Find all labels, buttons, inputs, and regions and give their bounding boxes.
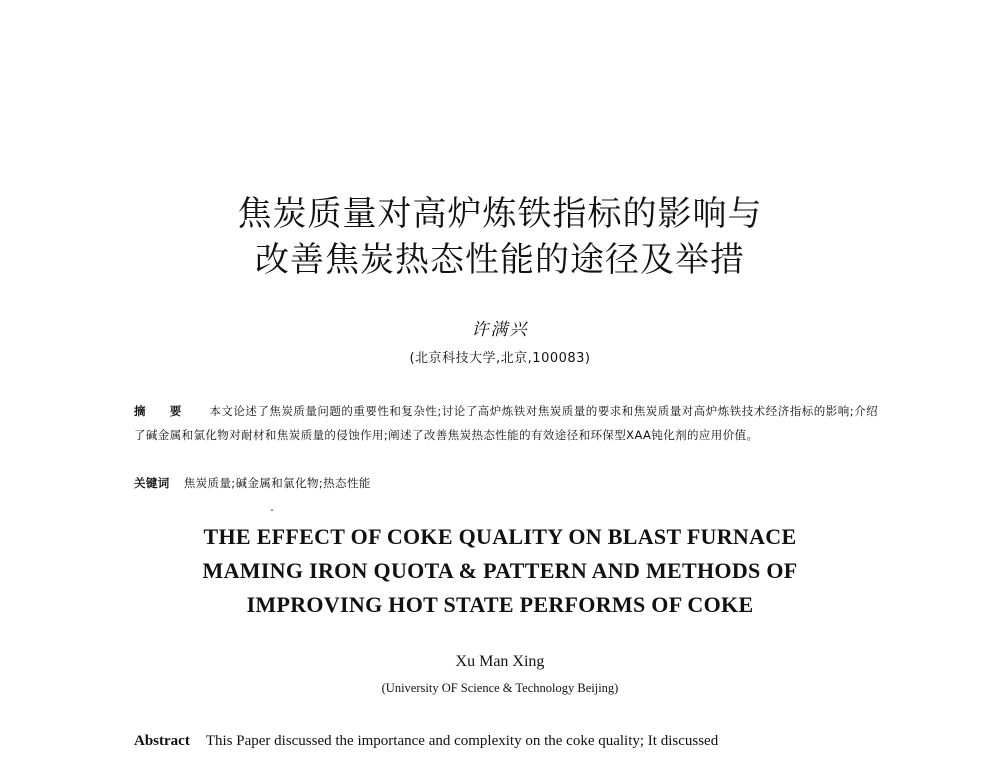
chinese-abstract-text: 本文论述了焦炭质量问题的重要性和复杂性;讨论了高炉炼铁对焦炭质量的要求和焦炭质量对高炉炼铁技术经济指标的影响;介绍了碱金属和氯化物对耐材和焦炭质量的侵蚀作用;阐述了改善焦炭热态性能的有效途径和环保型XAA钝化剂的应用价值。	[134, 404, 878, 442]
chinese-keywords-text: 焦炭质量;碱金属和氯化物;热态性能	[183, 476, 371, 490]
chinese-title-line-2: 改善焦炭热态性能的途径及举措	[255, 240, 745, 280]
chinese-title-line-1: 焦炭质量对高炉炼铁指标的影响与	[237, 194, 763, 234]
english-author: Xu Man Xing	[455, 653, 545, 670]
english-abstract-text: This Paper discussed the importance and complexity on the coke quality; It discussed	[205, 733, 719, 749]
chinese-keywords-label: 关键词	[134, 476, 170, 490]
chinese-abstract-label: 摘 要	[134, 404, 192, 418]
english-abstract	[134, 733, 878, 750]
english-abstract-label: Abstract	[134, 733, 190, 749]
english-affiliation: (University OF Science & Technology Beijing)	[381, 681, 619, 695]
chinese-author: 许满兴	[471, 320, 529, 340]
scan-speck	[271, 509, 273, 511]
chinese-affiliation: (北京科技大学,北京,100083)	[409, 351, 591, 366]
english-title-line-2: MAMING IRON QUOTA & PATTERN AND METHODS OF	[202, 558, 798, 583]
chinese-abstract	[134, 399, 878, 447]
english-title-line-3: IMPROVING HOT STATE PERFORMS OF COKE	[246, 592, 754, 617]
chinese-keywords	[134, 471, 878, 495]
english-title-line-1: THE EFFECT OF COKE QUALITY ON BLAST FURNACE	[203, 524, 797, 549]
